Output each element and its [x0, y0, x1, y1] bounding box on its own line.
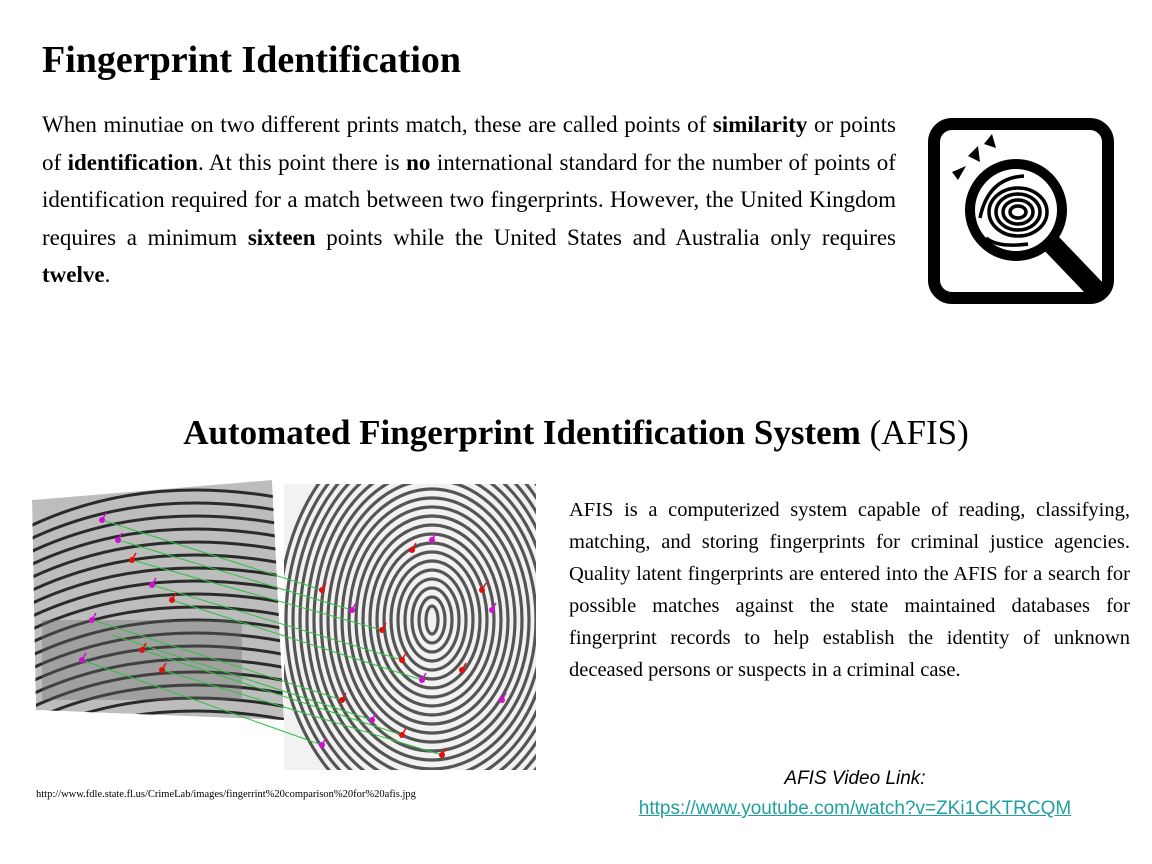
fingerprint-comparison-image [22, 470, 536, 770]
afis-title-main: Automated Fingerprint Identification System [183, 413, 870, 452]
emphasis-term: sixteen [247, 224, 316, 250]
video-link-label: AFIS Video Link: [784, 768, 926, 789]
paragraph-text: international standard for the number of points of identification required for a match between two fingerprints. However, the United Kingdom requires a minimum [42, 149, 896, 250]
afis-title [0, 408, 1152, 458]
video-link-container [580, 796, 1130, 822]
paragraph-text: When minutiae on two different prints match, these are called points of [42, 112, 713, 137]
emphasis-term: twelve [42, 262, 105, 287]
afis-paragraph: AFIS is a computerized system capable of reading, classifying, matching, and storing fingerprints for criminal justice agencies. Quality latent fingerprints are entered into the AFIS for a search for possible matches against the state maintained databases for fingerprint records to help establish the identity of unknown deceased persons or suspects in a criminal case. [569, 499, 1130, 681]
video-link[interactable]: https://www.youtube.com/watch?v=ZKi1CKTRCQM [638, 798, 1072, 819]
paragraph-text: or points of [42, 112, 897, 175]
emphasis-term: identification [67, 149, 198, 175]
fingerprint-magnifier-icon [928, 118, 1114, 304]
page-title: Fingerprint Identification [42, 39, 462, 81]
image-source-url: http://www.fdle.state.fl.us/CrimeLab/images/fingerrint%20comparison%20for%20afis.jpg [36, 789, 416, 800]
paragraph-text: points while the United States and Australia only requires [315, 224, 896, 250]
paragraph-text: . At this point there is [197, 149, 407, 175]
emphasis-term: similarity [712, 112, 808, 137]
paragraph-text: . [104, 262, 111, 287]
emphasis-term: no [406, 149, 431, 175]
afis-title-paren: (AFIS) [869, 413, 969, 452]
intro-paragraph [42, 106, 896, 294]
